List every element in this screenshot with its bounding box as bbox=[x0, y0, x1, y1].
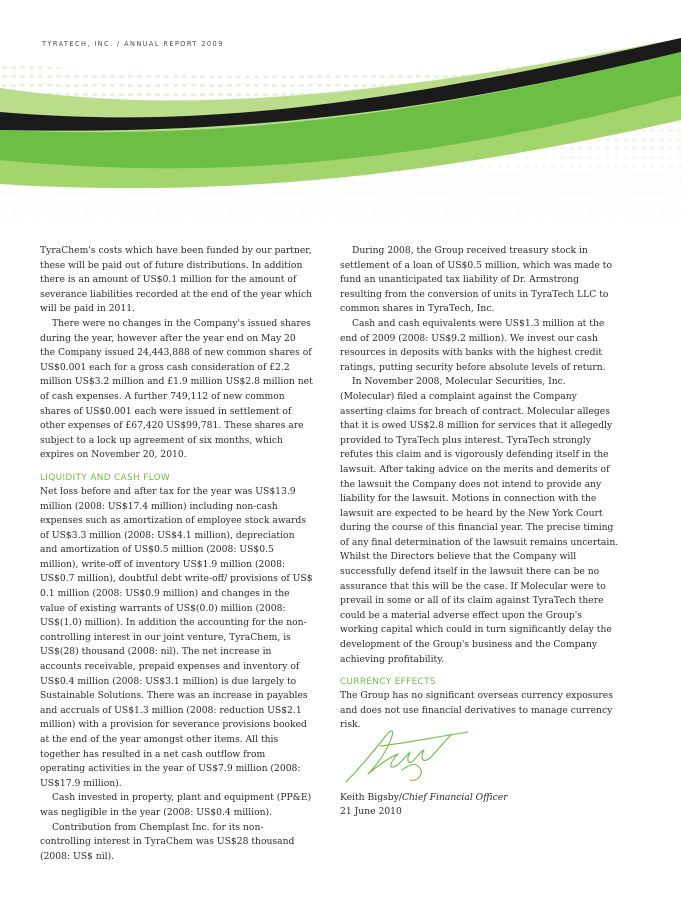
left-paragraph-2: There were no changes in the Company's issued shares during the year, however after the year end on May 20 the Company issued 24,443,888 of new common shares of US$0.001 each for a gross cash consideration of £2.2 million US$3.2 million and £1.9 million US$2.8 million net of cash expenses. A further 749,112 of new common shares of US$0.001 each were issued in settlement of other expenses of £67,420 US$99,781. These shares are subject to a lock up agreement of six months, which expires on November 20, 2010. bbox=[40, 317, 313, 461]
header-wave-graphic bbox=[0, 0, 681, 240]
left-column bbox=[40, 244, 313, 864]
right-column bbox=[340, 244, 620, 733]
right-paragraph-4: The Group has no significant overseas currency exposures and does not use financial derivatives to manage currency risk. bbox=[340, 690, 613, 731]
right-paragraph-2: Cash and cash equivalents were US$1.3 million at the end of 2009 (2008: US$9.2 million). We invest our cash resources in deposits with banks with the highest credit ratings, putting security before absolute levels of return. bbox=[340, 317, 606, 373]
signer-title: Chief Financial Officer bbox=[401, 792, 508, 803]
left-paragraph-4: Cash invested in property, plant and equipment (PP&E) was negligible in the year (2008: US$0.4 million). bbox=[40, 792, 312, 818]
right-paragraph-3: In November 2008, Molecular Securities, Inc. (Molecular) filed a complaint against the Company asserting claims for breach of contract. Molecular alleges that it is owed US$2.8 million for services that it allegedly provided to TyraTech plus interest. TyraTech strongly refutes this claim and is vigorously defending itself in the lawsuit. After taking advice on the merits and demerits of the lawsuit the Company does not intend to provide any liability for the lawsuit. Motions in connection with the lawsuit are expected to be heard by the New York Court during the course of this financial year. The precise timing of any final determination of the lawsuit remains uncertain. Whilst the Directors believe that the Company will successfully defend itself in the lawsuit there can be no assurance that this will be the case. If Molecular were to prevail in some or all of its claim against TyraTech there could be a material adverse effect upon the Group's working capital which could in turn significantly delay the development of the Group's business and the Company achieving profitability. bbox=[340, 376, 619, 665]
liquidity-heading: LIQUIDITY AND CASH FLOW bbox=[40, 472, 171, 483]
signoff-date: 21 June 2010 bbox=[340, 806, 402, 818]
left-paragraph-1: TyraChem's costs which have been funded by our partner, these will be paid out of future distributions. In addition there is an amount of US$0.1 million for the amount of severance liabilities recorded at the end of the year which will be paid in 2011. bbox=[40, 245, 313, 315]
report-header: TYRATECH, INC. / ANNUAL REPORT 2009 bbox=[42, 40, 224, 48]
currency-heading: CURRENCY EFFECTS bbox=[340, 677, 436, 688]
left-paragraph-5: Contribution from Chemplast Inc. for its non-controlling interest in TyraChem was US$28 thousand (2008: US$ nil). bbox=[40, 821, 295, 862]
left-paragraph-3: Net loss before and after tax for the year was US$13.9 million (2008: US$17.4 million) including non-cash expenses such as amortization of employee stock awards of US$3.3 million (2008: US$4.1 million), depreciation and amortization of US$0.5 million (2008: US$0.5 million), write-off of inventory US$1.9 million (2008: US$0.7 million), doubtful debt write-off/ provisions of US$ 0.1 million (2008: US$0.9 million) and changes in the value of existing warrants of US$(0.0) million (2008: US$(1.0) million). In addition the accounting for the non-controlling interest in our joint venture, TyraChem, is US$(28) thousand (2008: nil). The net increase in accounts receivable, prepaid expenses and inventory of US$0.4 million (2008: US$3.1 million) is due largely to Sustainable Solutions. There was an increase in payables and accruals of US$1.3 million (2008: reduction US$2.1 million) with a provision for severance provisions booked at the end of the year amongst other items. All this together has resulted in a net cash outflow from operating activities in the year of US$7.9 million (2008: US$17.9 million). bbox=[40, 485, 313, 789]
signoff bbox=[340, 791, 508, 820]
signer-name: Keith Bigsby/ bbox=[340, 792, 402, 803]
right-paragraph-1: During 2008, the Group received treasury stock in settlement of a loan of US$0.5 million, which was made to fund an unanticipated tax liability of Dr. Armstrong resulting from the conversion of units in TyraTech LLC to common shares in TyraTech, Inc. bbox=[340, 245, 612, 315]
signoff-line bbox=[340, 791, 508, 805]
signature-icon bbox=[340, 726, 490, 788]
